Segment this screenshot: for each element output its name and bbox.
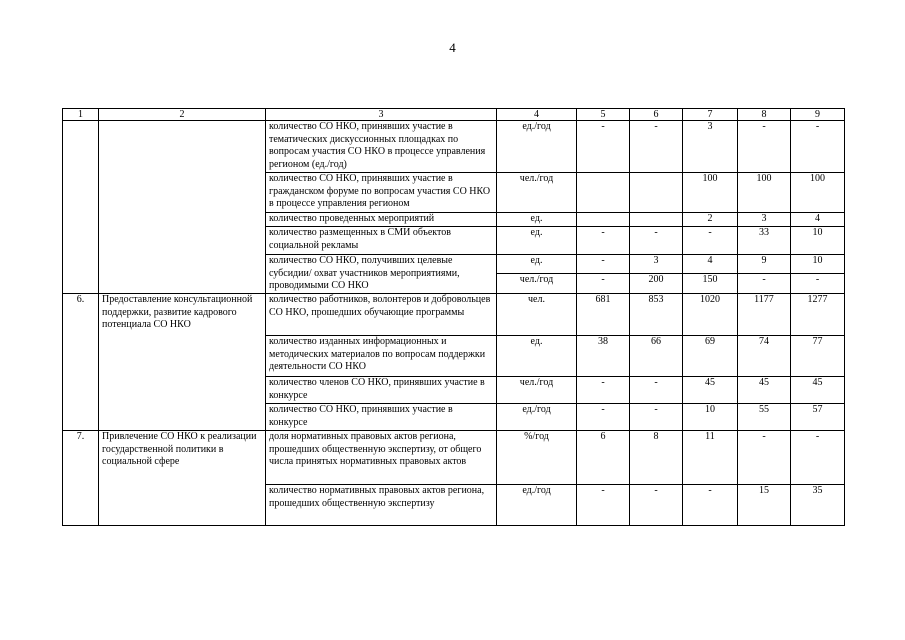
value-cell: -	[577, 274, 630, 294]
indicator-cell: количество работников, волонтеров и добровольцев СО НКО, прошедших обучающие программы	[266, 294, 497, 336]
value-cell: -	[577, 255, 630, 274]
row-number	[63, 121, 99, 294]
page-number: 4	[449, 40, 456, 55]
value-cell: -	[630, 377, 683, 404]
value-cell: -	[683, 227, 738, 255]
value-cell: 15	[738, 485, 791, 526]
col-header: 5	[577, 109, 630, 121]
value-cell: 10	[791, 255, 845, 274]
col-header: 2	[99, 109, 266, 121]
unit-cell: чел./год	[497, 173, 577, 213]
value-cell: 2	[683, 213, 738, 227]
indicator-cell: количество СО НКО, принявших участие в конкурсе	[266, 404, 497, 431]
unit-cell: чел./год	[497, 377, 577, 404]
value-cell: 1177	[738, 294, 791, 336]
indicator-cell: количество изданных информационных и методических материалов по вопросам поддержки деятельности СО НКО	[266, 336, 497, 377]
direction-cell: Предоставление консультационной поддержки, развитие кадрового потенциала СО НКО	[99, 294, 266, 431]
value-cell: -	[577, 377, 630, 404]
col-header: 1	[63, 109, 99, 121]
unit-cell: ед.	[497, 213, 577, 227]
value-cell: 45	[738, 377, 791, 404]
value-cell: 3	[683, 121, 738, 173]
value-cell: 3	[738, 213, 791, 227]
header-row	[63, 109, 845, 121]
table-row	[63, 431, 845, 485]
value-cell: 45	[791, 377, 845, 404]
indicator-cell: количество СО НКО, принявших участие в гражданском форуме по вопросам участия СО НКО в процессе управления регионом	[266, 173, 497, 213]
value-cell: 57	[791, 404, 845, 431]
row-number: 6.	[63, 294, 99, 431]
col-header: 9	[791, 109, 845, 121]
value-cell	[577, 213, 630, 227]
value-cell: 74	[738, 336, 791, 377]
value-cell: 38	[577, 336, 630, 377]
indicator-cell: количество размещенных в СМИ объектов социальной рекламы	[266, 227, 497, 255]
value-cell: 66	[630, 336, 683, 377]
value-cell: -	[738, 121, 791, 173]
value-cell	[630, 213, 683, 227]
unit-cell: ед.	[497, 255, 577, 274]
value-cell: 10	[683, 404, 738, 431]
value-cell: 100	[683, 173, 738, 213]
indicators-table	[62, 108, 845, 526]
unit-cell: ед.	[497, 227, 577, 255]
unit-cell: чел./год	[497, 274, 577, 294]
value-cell: -	[791, 431, 845, 485]
value-cell: 100	[738, 173, 791, 213]
value-cell: 45	[683, 377, 738, 404]
value-cell: -	[630, 404, 683, 431]
value-cell: 69	[683, 336, 738, 377]
value-cell: 4	[791, 213, 845, 227]
value-cell: 35	[791, 485, 845, 526]
value-cell: -	[738, 431, 791, 485]
value-cell: -	[577, 227, 630, 255]
indicator-cell: количество членов СО НКО, принявших участие в конкурсе	[266, 377, 497, 404]
value-cell: -	[791, 274, 845, 294]
indicator-cell: доля нормативных правовых актов региона, прошедших общественную экспертизу, от общего числа принятых нормативных правовых актов	[266, 431, 497, 485]
value-cell: 10	[791, 227, 845, 255]
col-header: 3	[266, 109, 497, 121]
direction-cell: Привлечение СО НКО к реализации государственной политики в социальной сфере	[99, 431, 266, 526]
value-cell: -	[738, 274, 791, 294]
indicator-cell: количество нормативных правовых актов региона, прошедших общественную экспертизу	[266, 485, 497, 526]
indicator-cell: количество СО НКО, принявших участие в тематических дискуссионных площадках по вопросам участия СО НКО в процессе управления регионом (ед./год)	[266, 121, 497, 173]
table-row	[63, 121, 845, 173]
indicator-cell: количество проведенных мероприятий	[266, 213, 497, 227]
value-cell: -	[683, 485, 738, 526]
value-cell: -	[577, 404, 630, 431]
value-cell: 3	[630, 255, 683, 274]
value-cell: 4	[683, 255, 738, 274]
value-cell: -	[630, 121, 683, 173]
value-cell	[577, 173, 630, 213]
value-cell: 55	[738, 404, 791, 431]
col-header: 8	[738, 109, 791, 121]
value-cell: 200	[630, 274, 683, 294]
value-cell: 100	[791, 173, 845, 213]
value-cell: -	[630, 485, 683, 526]
value-cell: 8	[630, 431, 683, 485]
value-cell: -	[577, 121, 630, 173]
col-header: 4	[497, 109, 577, 121]
value-cell: 681	[577, 294, 630, 336]
unit-cell: ед./год	[497, 485, 577, 526]
value-cell: -	[630, 227, 683, 255]
value-cell: 33	[738, 227, 791, 255]
value-cell: 853	[630, 294, 683, 336]
value-cell: 9	[738, 255, 791, 274]
unit-cell: чел.	[497, 294, 577, 336]
indicator-cell: количество СО НКО, получивших целевые субсидии/ охват участников мероприятиями, проводимыми СО НКО	[266, 255, 497, 294]
value-cell: 11	[683, 431, 738, 485]
col-header: 7	[683, 109, 738, 121]
value-cell: 1020	[683, 294, 738, 336]
table-row	[63, 294, 845, 336]
value-cell: 150	[683, 274, 738, 294]
direction-cell	[99, 121, 266, 294]
col-header: 6	[630, 109, 683, 121]
value-cell: -	[791, 121, 845, 173]
unit-cell: ед./год	[497, 121, 577, 173]
value-cell: 6	[577, 431, 630, 485]
row-number: 7.	[63, 431, 99, 526]
value-cell: -	[577, 485, 630, 526]
value-cell: 1277	[791, 294, 845, 336]
value-cell	[630, 173, 683, 213]
unit-cell: %/год	[497, 431, 577, 485]
value-cell: 77	[791, 336, 845, 377]
unit-cell: ед./год	[497, 404, 577, 431]
unit-cell: ед.	[497, 336, 577, 377]
